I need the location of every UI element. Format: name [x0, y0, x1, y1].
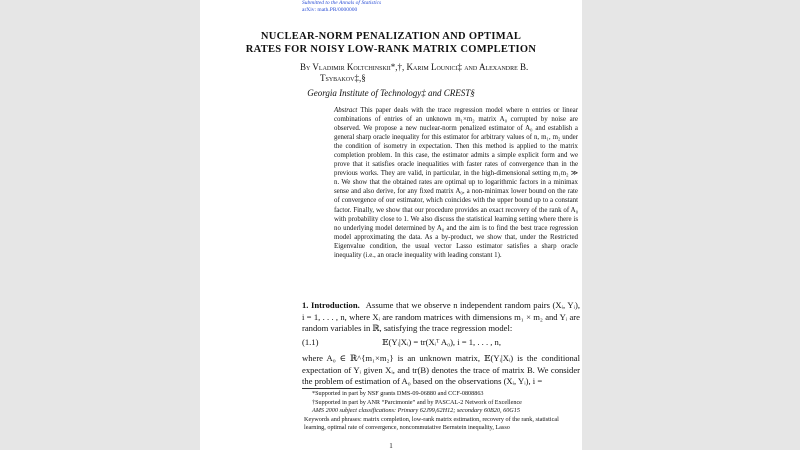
paper-page: [200, 0, 582, 450]
title-line-2: RATES FOR NOISY LOW-RANK MATRIX COMPLETION: [245, 44, 537, 55]
affiliation: Georgia Institute of Technology‡ and CREST§: [307, 88, 475, 98]
abstract: [334, 106, 578, 260]
title-line-1: NUCLEAR-NORM PENALIZATION AND OPTIMAL: [260, 31, 522, 42]
introduction: [302, 300, 580, 335]
footnote-anr: †Supported in part by ANR “Parcimonie” and by PASCAL-2 Network of Excellence: [312, 398, 522, 406]
footnote-nsf: *Supported in part by NSF grants DMS-09-06880 and CCF-0808863: [312, 390, 484, 397]
abstract-text: This paper deals with the trace regression model where n entries or linear combinations of entries of an unknown m₁×m₂ matrix A₀ corrupted by noise are observed. We propose a new nuclear-norm penalized estimator of A₀ and establish a general sharp oracle inequality for this estimator for arbitrary values of n, m₁, m₂ under the condition of isometry in expectation. Then this method is applied to the matrix completion problem. In this case, the estimator admits a simple explicit form and we prove that it satisfies oracle inequalities with faster rates of convergence than in the previous works. They are valid, in particular, in the high-dimensional setting m₁m₂ ≫ n. We show that the obtained rates are optimal up to logarithmic factors in a minimax sense and also derive, for any fixed matrix A₀, a non-minimax lower bound on the rate of convergence of our estimator, which coincides with the upper bound up to a constant factor. Finally, we show that our procedure provides an exact recovery of the rank of A₀ with probability close to 1. We also discuss the statistical learning setting where there is no underlying model determined by A₀ and the aim is to find the best trace regression model approximating the data. As a by-product, we show that, under the Restricted Eigenvalue condition, the usual vector Lasso estimator satisfies a sharp oracle inequality (i.e., an oracle inequality with leading constant 1).: [334, 107, 578, 259]
intro-continuation: where A₀ ∈ ℝ^{m₁×m₂} is an unknown matrix, 𝔼(Yᵢ|Xᵢ) is the conditional expectation of Yᵢ given Xᵢ, and tr(B) denotes the trace of matrix B. We consider the problem of estimation of A₀ based on the observations (Xᵢ, Yᵢ), i =: [302, 353, 580, 386]
section-heading: 1. Introduction.: [302, 300, 360, 310]
paper-title: [200, 30, 582, 56]
journal-header: [302, 0, 381, 14]
authors-line-1: By Vladimir Koltchinskii*,†, Karim Lounici‡ and Alexandre B.: [300, 62, 529, 72]
equation-number: (1.1): [302, 337, 319, 347]
right-margin: [582, 0, 800, 450]
page-number: 1: [389, 442, 393, 450]
abstract-label: Abstract: [334, 107, 358, 114]
left-margin: [0, 0, 200, 450]
authors-line-2: Tsybakov‡,§: [320, 73, 366, 83]
footnote-keywords: Keywords and phrases: matrix completion, low-rank matrix estimation, recovery of the rank, statistical learning, optimal rate of convergence, noncommutative Bernstein inequality, Lasso: [304, 415, 559, 432]
journal-submission-link[interactable]: Submitted to the Annals of Statistics: [302, 0, 382, 6]
intro-paragraph: Assume that we observe n independent random pairs (Xᵢ, Yᵢ), i = 1, . . . , n, where Xᵢ are random matrices with dimensions m₁ × m₂ and Yᵢ are random variables in ℝ, satisfying the trace regression model:: [302, 300, 580, 333]
equation-body: 𝔼(Yᵢ|Xᵢ) = tr(Xᵢᵀ A₀), i = 1, . . . , n,: [382, 337, 501, 347]
arxiv-link[interactable]: arXiv: math.PR/0000000: [302, 7, 358, 13]
author-list: [300, 62, 582, 84]
footnote-divider: [302, 388, 362, 389]
footnote-ams: AMS 2000 subject classifications: Primary 62J99,62H12; secondary 60B20, 60G15: [312, 407, 520, 415]
footnotes: [304, 390, 582, 433]
